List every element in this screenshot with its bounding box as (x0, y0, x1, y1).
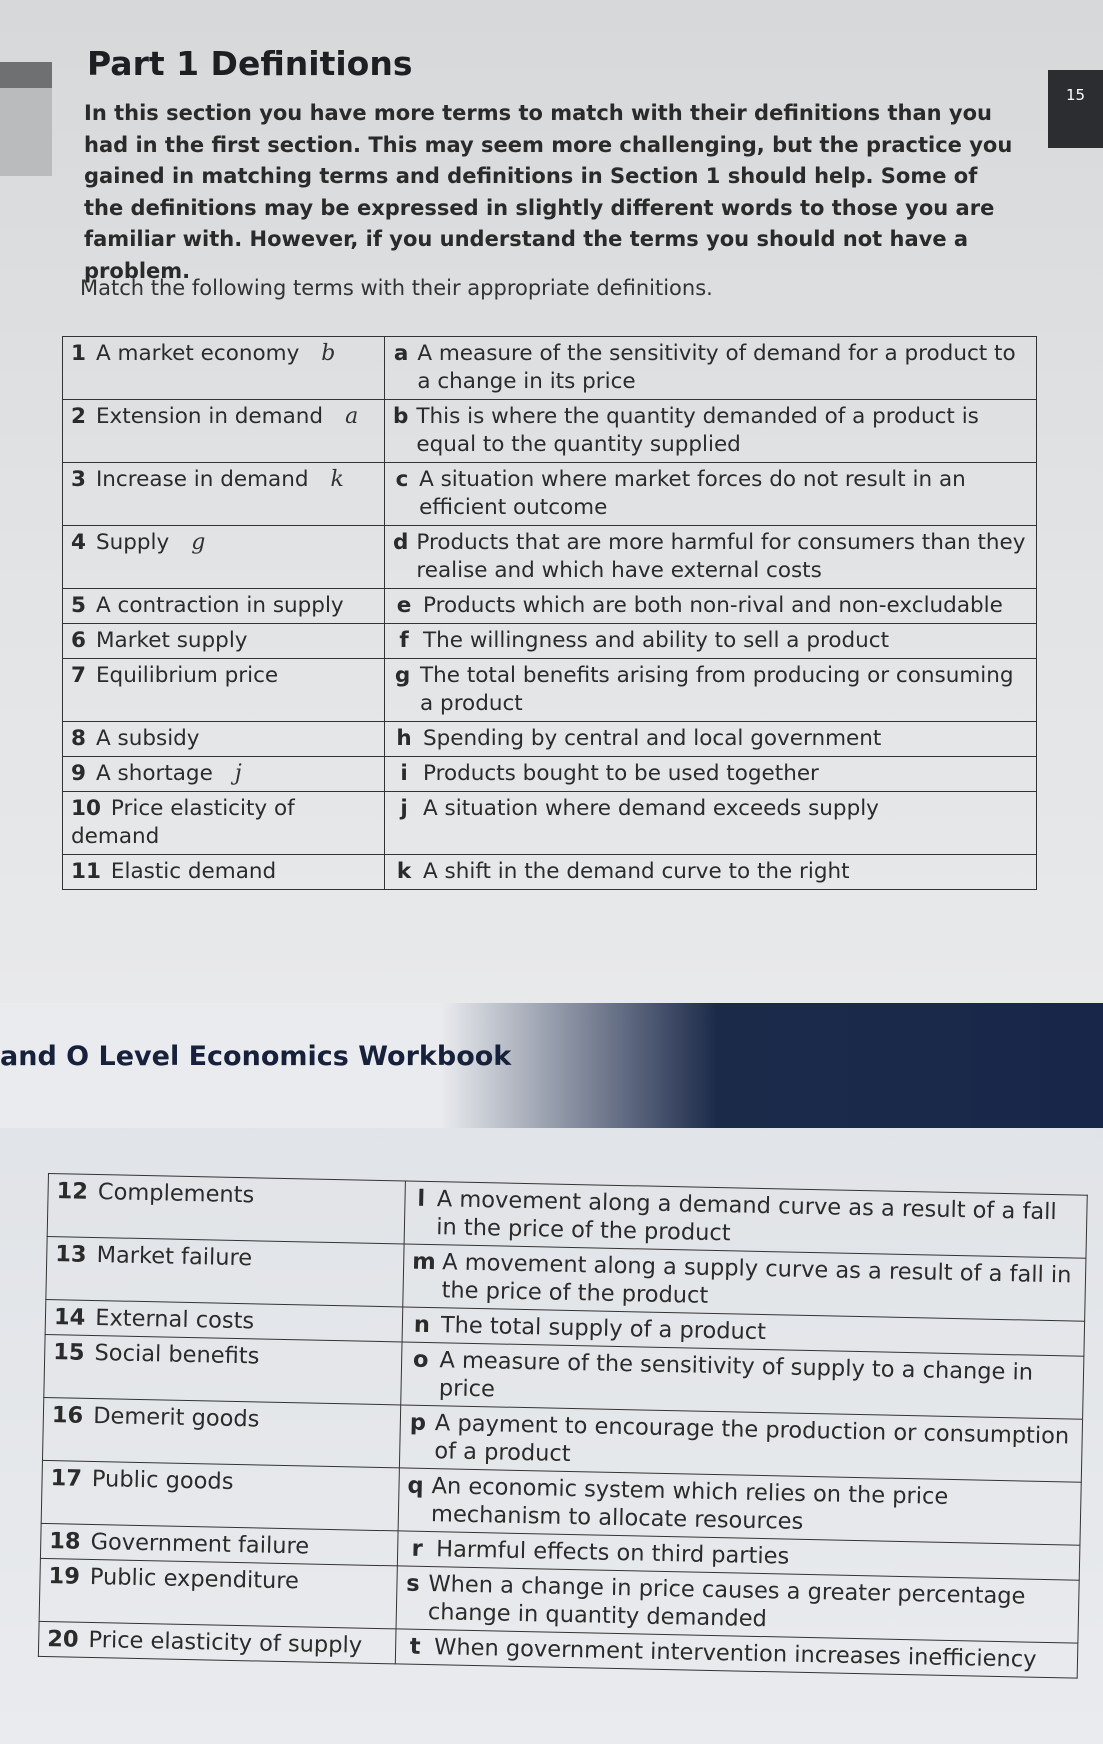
definition-cell (385, 589, 1037, 624)
term-number: 17 (50, 1465, 83, 1492)
handwritten-answer[interactable]: b (321, 341, 336, 366)
term-number: 4 (71, 530, 86, 555)
term-text: Government failure (90, 1528, 310, 1560)
definition-cell (385, 337, 1037, 400)
definition-text: A situation where demand exceeds supply (423, 796, 879, 821)
definition-text: The willingness and ability to sell a product (423, 628, 890, 653)
definition-cell (385, 855, 1037, 890)
term-cell (42, 1397, 400, 1467)
table-row (63, 589, 1037, 624)
term-cell (63, 722, 385, 757)
handwritten-answer[interactable]: j (234, 761, 242, 786)
definition-cell (385, 659, 1037, 722)
workbook-page-bottom (0, 1003, 1103, 1744)
term-cell (63, 757, 385, 792)
table-row (63, 624, 1037, 659)
term-text: A subsidy (95, 726, 200, 751)
definition-letter: m (411, 1248, 436, 1276)
definition-text: The total benefits arising from producing or consuming a product (420, 663, 1014, 716)
definition-text: A measure of the sensitivity of demand for a product to a change in its price (417, 341, 1016, 394)
page-edge-tab (0, 62, 52, 176)
table-row (63, 792, 1037, 855)
term-cell (63, 589, 385, 624)
handwritten-answer[interactable]: g (191, 530, 206, 555)
section-title: Part 1 Definitions (87, 44, 413, 83)
table-row (63, 722, 1037, 757)
intro-paragraph: In this section you have more terms to match with their definitions than you had in the first section. This may seem more challenging, but the practice you gained in matching terms and definitions in Section 1 should help. Some of the definitions may be expressed in slightly different words to those you are familiar with. However, if you understand the terms you should not have a problem. (84, 101, 1013, 283)
term-text: A contraction in supply (95, 593, 344, 618)
term-number: 11 (71, 859, 101, 884)
matching-table-2 (38, 1173, 1088, 1679)
term-text: Increase in demand (95, 467, 309, 492)
term-number: 16 (51, 1402, 84, 1429)
term-text: A shortage (95, 761, 213, 786)
definition-text: A movement along a demand curve as a result of a fall in the price of the product (436, 1186, 1057, 1247)
definition-letter: g (394, 663, 411, 688)
term-number: 12 (56, 1178, 89, 1205)
term-text: Public goods (91, 1465, 234, 1495)
term-text: Demerit goods (92, 1403, 260, 1433)
term-cell (63, 855, 385, 890)
term-number: 9 (71, 761, 86, 786)
table-row (63, 337, 1037, 400)
term-text: Social benefits (94, 1340, 260, 1370)
definition-cell (385, 792, 1037, 855)
term-cell (47, 1174, 405, 1244)
matching-table-1 (62, 336, 1037, 890)
term-text: A market economy (95, 341, 300, 366)
term-text: Public expenditure (89, 1563, 300, 1595)
term-text: Equilibrium price (95, 663, 279, 688)
term-cell (63, 337, 385, 400)
term-cell (44, 1334, 402, 1404)
term-text: External costs (95, 1305, 255, 1335)
definition-cell (385, 526, 1037, 589)
term-cell (39, 1558, 397, 1628)
definition-letter: q (407, 1472, 424, 1499)
term-cell (41, 1460, 399, 1530)
definition-letter: f (399, 628, 409, 653)
table-row (63, 400, 1037, 463)
table-row (63, 855, 1037, 890)
definition-text: The total supply of a product (440, 1312, 767, 1346)
term-number: 7 (71, 663, 86, 688)
term-cell (63, 463, 385, 526)
definition-letter: s (405, 1570, 420, 1597)
term-number: 8 (71, 726, 86, 751)
term-number: 20 (46, 1626, 79, 1653)
term-text: Extension in demand (95, 404, 324, 429)
definition-letter: d (393, 530, 409, 555)
term-number: 13 (55, 1241, 87, 1268)
definition-cell (385, 463, 1037, 526)
definition-letter: i (400, 761, 408, 786)
definition-letter: k (396, 859, 412, 884)
table-row (63, 463, 1037, 526)
term-text: Elastic demand (110, 859, 277, 884)
definition-letter: h (396, 726, 412, 751)
page-number: 15 (1048, 70, 1103, 148)
term-text: Market supply (95, 628, 248, 653)
handwritten-answer[interactable]: k (330, 467, 344, 492)
definition-text: A measure of the sensitivity of supply to a change in price (438, 1347, 1034, 1403)
definition-text: A movement along a supply curve as a result of a fall in the price of the product (441, 1249, 1072, 1309)
instruction: Match the following terms with their appropriate definitions. (80, 276, 713, 300)
term-text: Supply (95, 530, 170, 555)
term-cell (63, 792, 385, 855)
term-text: Complements (97, 1179, 255, 1209)
definition-cell (385, 757, 1037, 792)
definition-text: Products that are more harmful for consumers than they realise and which have external costs (416, 530, 1026, 583)
term-number: 1 (71, 341, 86, 366)
definition-cell (385, 722, 1037, 757)
definition-letter: n (413, 1311, 431, 1339)
definition-letter: j (400, 796, 408, 821)
term-number: 14 (53, 1304, 86, 1331)
term-text: Market failure (96, 1242, 253, 1272)
table-row (63, 757, 1037, 792)
definition-letter: l (417, 1185, 426, 1212)
term-text: Price elasticity of demand (71, 796, 295, 849)
term-cell (63, 659, 385, 722)
term-number: 3 (71, 467, 86, 492)
definition-text: This is where the quantity demanded of a product is equal to the quantity supplied (416, 404, 979, 457)
definition-letter: e (396, 593, 412, 618)
definition-letter: b (393, 404, 409, 429)
definition-text: Spending by central and local government (423, 726, 882, 751)
term-cell (46, 1236, 404, 1306)
term-cell (63, 400, 385, 463)
term-number: 19 (48, 1563, 81, 1590)
definition-letter: c (395, 467, 409, 492)
definition-text: A payment to encourage the production or consumption of a product (434, 1410, 1070, 1468)
term-cell (63, 624, 385, 659)
definition-cell (385, 624, 1037, 659)
term-number: 6 (71, 628, 86, 653)
term-cell (63, 526, 385, 589)
definition-text: Products which are both non-rival and non-excludable (423, 593, 1003, 618)
term-number: 10 (71, 796, 101, 821)
definition-text: Harmful effects on third parties (435, 1536, 790, 1570)
definition-cell (385, 400, 1037, 463)
term-cell (38, 1621, 396, 1663)
table-row (63, 526, 1037, 589)
book-title: and O Level Economics Workbook (0, 1041, 512, 1072)
definition-text: When government intervention increases inefficiency (433, 1634, 1037, 1673)
definition-letter: t (409, 1633, 421, 1660)
definition-text: A situation where market forces do not result in an efficient outcome (419, 467, 966, 520)
definition-text: When a change in price causes a greater percentage change in quantity demanded (427, 1571, 1026, 1633)
definition-letter: r (411, 1535, 424, 1562)
definition-text: A shift in the demand curve to the right (423, 859, 850, 884)
definition-letter: a (393, 341, 409, 366)
definition-letter: o (412, 1346, 429, 1374)
definition-text: Products bought to be used together (423, 761, 819, 786)
term-text: Price elasticity of supply (88, 1626, 363, 1659)
table-row (63, 659, 1037, 722)
term-number: 5 (71, 593, 86, 618)
definition-text: An economic system which relies on the price mechanism to allocate resources (430, 1473, 949, 1535)
term-number: 2 (71, 404, 86, 429)
handwritten-answer[interactable]: a (345, 404, 359, 429)
term-number: 15 (52, 1339, 85, 1366)
term-number: 18 (49, 1528, 81, 1555)
definition-letter: p (409, 1409, 427, 1436)
